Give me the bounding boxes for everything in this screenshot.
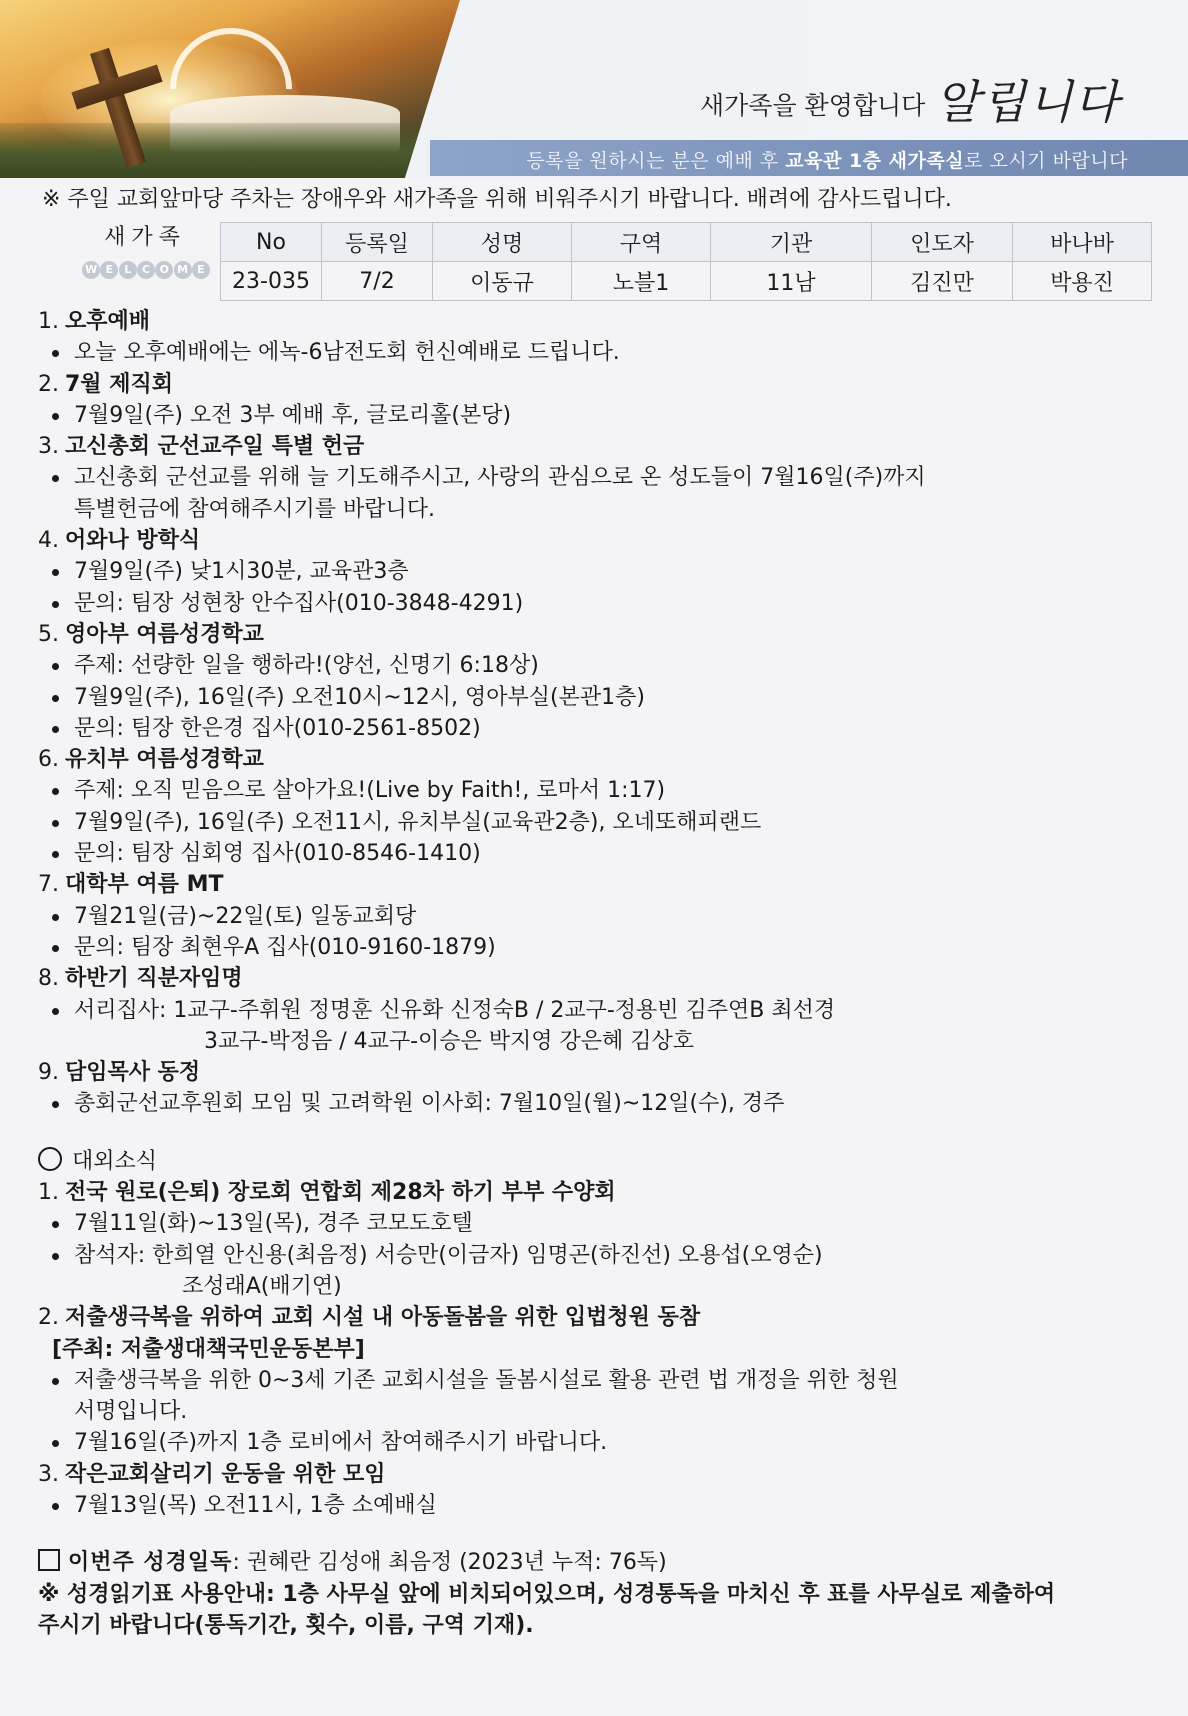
table-cell: 11남 bbox=[711, 262, 872, 301]
item-title: 4. 어와나 방학식 bbox=[38, 528, 201, 554]
list-item: 서리집사: 1교구-주휘원 정명훈 신유화 신정숙B / 2교구-정용빈 김주연B 최선경 bbox=[38, 995, 1168, 1026]
bible-reading-line: 이번주 성경일독: 권혜란 김성애 최음정 (2023년 누적: 76독) bbox=[38, 1547, 1168, 1578]
table-cell: 노블1 bbox=[572, 262, 711, 301]
new-family-table bbox=[220, 222, 1152, 301]
item-subtitle: [주최: 저출생대책국민운동본부] bbox=[52, 1336, 365, 1362]
list-item: 문의: 팀장 한은경 집사(010-2561-8502) bbox=[38, 713, 1168, 744]
table-row bbox=[221, 262, 1152, 301]
table-cell: 23-035 bbox=[221, 262, 322, 301]
reading-guide: ※ 성경읽기표 사용안내: 1층 사무실 앞에 비치되어있으며, 성경통독을 마치신 후 표를 사무실로 제출하여 주시기 바랍니다(통독기간, 횟수, 이름, 구역 기재). bbox=[38, 1581, 1056, 1638]
table-header-cell: 성명 bbox=[433, 223, 572, 262]
checkbox-icon bbox=[38, 1549, 60, 1571]
list-item: 총회군선교후원회 모임 및 고려학원 이사회: 7월10일(월)~12일(수), 경주 bbox=[38, 1088, 1168, 1119]
table-header-cell: 기관 bbox=[711, 223, 872, 262]
list-item: 문의: 팀장 최현우A 집사(010-9160-1879) bbox=[38, 932, 1168, 963]
list-item: 7월21일(금)~22일(토) 일동교회당 bbox=[38, 901, 1168, 932]
item-title: 6. 유치부 여름성경학교 bbox=[38, 747, 264, 773]
list-item-continued: 특별헌금에 참여해주시기를 바랍니다. bbox=[74, 496, 436, 522]
list-item: 7월9일(주) 낮1시30분, 교육관3층 bbox=[38, 556, 1168, 587]
item-title: 2. 저출생극복을 위하여 교회 시설 내 아동돌봄을 위한 입법청원 동참 bbox=[38, 1305, 701, 1331]
list-item: 주제: 선량한 일을 행하라!(양선, 신명기 6:18상) bbox=[38, 650, 1168, 681]
external-news-heading: 대외소식 bbox=[38, 1146, 1168, 1177]
announcement-list bbox=[38, 306, 1168, 1641]
list-item: 오늘 오후예배에는 에녹-6남전도회 헌신예배로 드립니다. bbox=[38, 337, 1168, 368]
header-image bbox=[0, 0, 460, 178]
list-item: 7월9일(주) 오전 3부 예배 후, 글로리홀(본당) bbox=[38, 400, 1168, 431]
welcome-badge: W E L C O M E bbox=[82, 258, 210, 282]
table-header-cell: 바나바 bbox=[1013, 223, 1152, 262]
list-item: 7월16일(주)까지 1층 로비에서 참여해주시기 바랍니다. bbox=[38, 1427, 1168, 1458]
circle-icon bbox=[38, 1147, 62, 1171]
table-header-cell: 인도자 bbox=[872, 223, 1013, 262]
list-item: 7월13일(목) 오전11시, 1층 소예배실 bbox=[38, 1490, 1168, 1521]
registration-text: 등록을 원하시는 분은 예배 후 교육관 1층 새가족실로 오시기 바랍니다 bbox=[526, 150, 1128, 172]
parking-notice: ※ 주일 교회앞마당 주차는 장애우와 새가족을 위해 비워주시기 바랍니다. 배려에 감사드립니다. bbox=[42, 187, 952, 212]
table-cell: 이동규 bbox=[433, 262, 572, 301]
list-item: 참석자: 한희열 안신용(최음정) 서승만(이금자) 임명곤(하진선) 오용섭(오영순) bbox=[38, 1240, 1168, 1271]
table-header-row bbox=[221, 223, 1152, 262]
item-title: 1. 전국 원로(은퇴) 장로회 연합회 제28차 하기 부부 수양회 bbox=[38, 1180, 616, 1206]
list-item-continued: 서명입니다. bbox=[74, 1399, 188, 1425]
list-item-continued: 3교구-박정음 / 4교구-이승은 박지영 강은혜 김상호 bbox=[204, 1028, 695, 1054]
list-item: 문의: 팀장 심회영 집사(010-8546-1410) bbox=[38, 838, 1168, 869]
item-title: 8. 하반기 직분자임명 bbox=[38, 966, 243, 992]
item-title: 7. 대학부 여름 MT bbox=[38, 872, 224, 898]
item-title: 3. 고신총회 군선교주일 특별 헌금 bbox=[38, 434, 365, 460]
registration-banner bbox=[430, 140, 1188, 176]
list-item: 7월9일(주), 16일(주) 오전10시~12시, 영아부실(본관1층) bbox=[38, 682, 1168, 713]
list-item-continued: 조성래A(배기연) bbox=[182, 1273, 342, 1299]
list-item: 주제: 오직 믿음으로 살아가요!(Live by Faith!, 로마서 1:17) bbox=[38, 775, 1168, 806]
new-family-label: 새가족 bbox=[104, 225, 186, 250]
page-title: 알립니다 bbox=[935, 75, 1121, 129]
item-title: 9. 담임목사 동정 bbox=[38, 1060, 201, 1086]
item-title: 3. 작은교회살리기 운동을 위한 모임 bbox=[38, 1461, 386, 1487]
table-cell: 박용진 bbox=[1013, 262, 1152, 301]
welcome-text: 새가족을 환영합니다 bbox=[700, 91, 926, 120]
grass bbox=[0, 123, 460, 178]
list-item: 저출생극복을 위한 0~3세 기존 교회시설을 돌봄시설로 활용 관련 법 개정을 위한 청원 bbox=[38, 1365, 1168, 1396]
table-cell: 7/2 bbox=[322, 262, 433, 301]
item-title: 2. 7월 제직회 bbox=[38, 371, 173, 397]
header bbox=[0, 0, 1188, 178]
item-title: 1. 오후예배 bbox=[38, 309, 151, 334]
list-item: 고신총회 군선교를 위해 늘 기도해주시고, 사랑의 관심으로 온 성도들이 7월16일(주)까지 bbox=[38, 462, 1168, 493]
table-header-cell: 구역 bbox=[572, 223, 711, 262]
table-cell: 김진만 bbox=[872, 262, 1013, 301]
list-item: 7월11일(화)~13일(목), 경주 코모도호텔 bbox=[38, 1208, 1168, 1239]
table-header-cell: 등록일 bbox=[322, 223, 433, 262]
item-title: 5. 영아부 여름성경학교 bbox=[38, 621, 264, 647]
list-item: 7월9일(주), 16일(주) 오전11시, 유치부실(교육관2층), 오네또해피랜드 bbox=[38, 807, 1168, 838]
list-item: 문의: 팀장 성현창 안수집사(010-3848-4291) bbox=[38, 588, 1168, 619]
table-header-cell: No bbox=[221, 223, 322, 262]
